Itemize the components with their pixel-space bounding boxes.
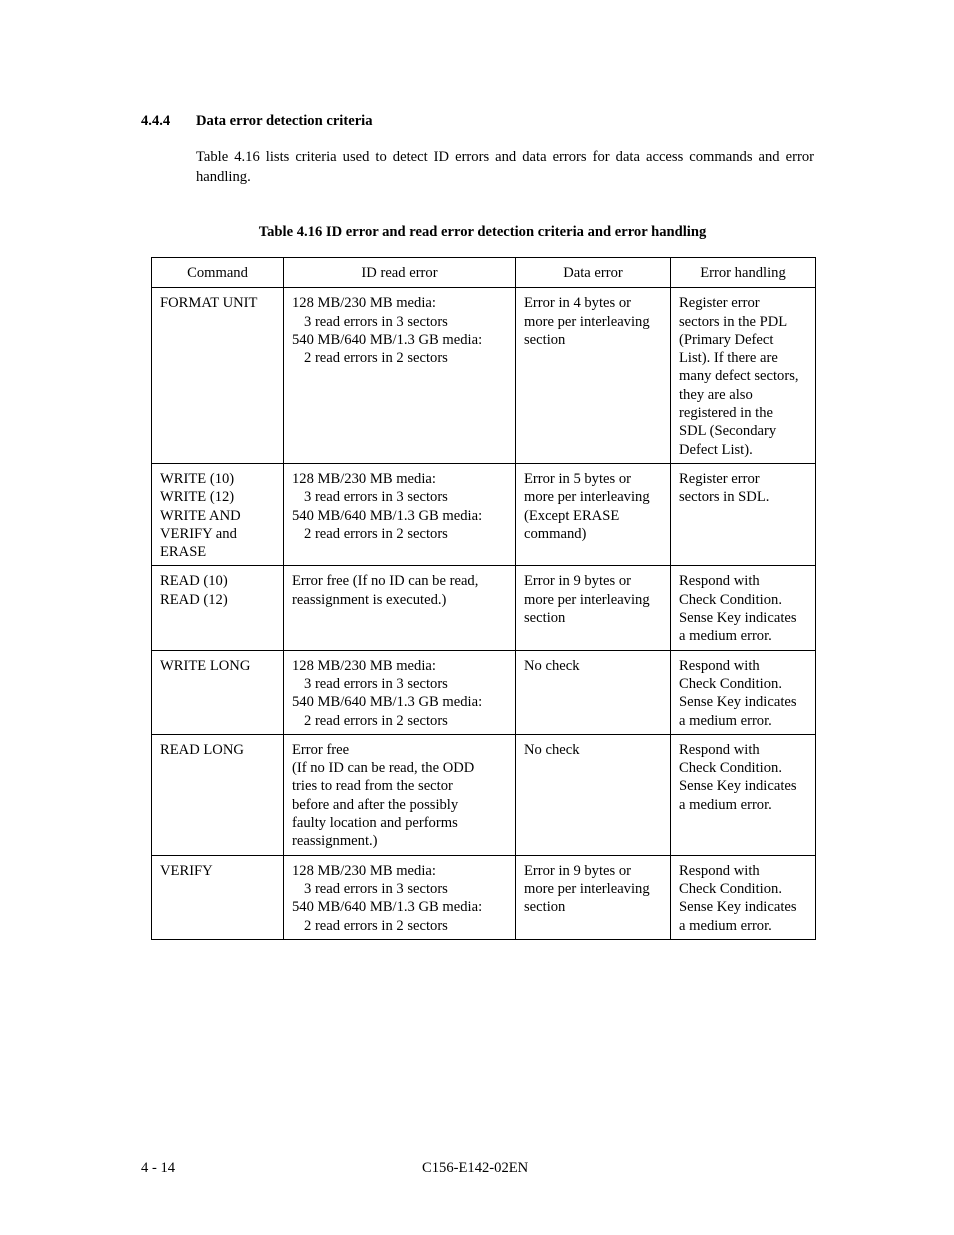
cell-line: Respond with: [679, 573, 760, 590]
section-title: Data error detection criteria: [196, 113, 373, 129]
cell-line: command): [524, 525, 587, 542]
cell-line: 128 MB/230 MB media:: [292, 470, 436, 487]
cell-error-handling: [671, 566, 816, 650]
cell-command: [152, 734, 284, 855]
cell-error-handling: [671, 463, 816, 565]
cell-line: 3 read errors in 3 sectors: [304, 880, 448, 897]
cell-line: Check Condition.: [679, 591, 782, 608]
cell-line: 2 read errors in 2 sectors: [304, 712, 448, 729]
cell-line: more per interleaving: [524, 489, 650, 506]
cell-command: [152, 566, 284, 650]
cell-command: [152, 463, 284, 565]
cell-data-error: [516, 566, 671, 650]
cell-line: Defect List).: [679, 441, 753, 458]
cell-line: Sense Key indicates: [679, 694, 797, 711]
cell-line: 540 MB/640 MB/1.3 GB media:: [292, 694, 483, 711]
cell-line: FORMAT UNIT: [160, 295, 258, 312]
cell-line: (Except ERASE: [524, 507, 620, 524]
cell-line: sectors in the PDL: [679, 313, 788, 330]
cell-line: READ LONG: [160, 741, 244, 758]
cell-line: No check: [524, 741, 580, 758]
document-id: C156-E142-02EN: [422, 1160, 529, 1176]
cell-line: Sense Key indicates: [679, 610, 797, 627]
cell-line: more per interleaving: [524, 880, 650, 897]
cell-id-read-error: [284, 566, 516, 650]
cell-line: a medium error.: [679, 917, 772, 934]
table-row: [152, 566, 816, 650]
cell-line: 3 read errors in 3 sectors: [304, 675, 448, 692]
cell-line: reassignment is executed.): [292, 591, 447, 608]
cell-line: ERASE: [160, 544, 207, 561]
cell-line: Check Condition.: [679, 675, 782, 692]
cell-id-read-error: [284, 288, 516, 464]
table-row: [152, 650, 816, 734]
cell-line: reassignment.): [292, 833, 378, 850]
cell-line: READ (10): [160, 573, 228, 590]
header-data-error: Data error: [516, 258, 671, 288]
cell-data-error: [516, 463, 671, 565]
section-number: 4.4.4: [141, 113, 171, 129]
cell-line: VERIFY: [160, 862, 213, 879]
cell-command: [152, 288, 284, 464]
intro-paragraph: [196, 148, 814, 187]
cell-line: 540 MB/640 MB/1.3 GB media:: [292, 507, 483, 524]
cell-line: WRITE (12): [160, 489, 235, 506]
table-row: [152, 463, 816, 565]
cell-line: more per interleaving: [524, 313, 650, 330]
cell-line: Error in 4 bytes or: [524, 295, 631, 312]
header-command: Command: [152, 258, 284, 288]
intro-line: error handling.: [196, 149, 814, 185]
cell-line: section: [524, 610, 566, 627]
cell-id-read-error: [284, 734, 516, 855]
cell-line: sectors in SDL.: [679, 489, 770, 506]
header-error-handling: Error handling: [671, 258, 816, 288]
section-heading: [141, 113, 373, 130]
cell-line: 2 read errors in 2 sectors: [304, 350, 448, 367]
cell-line: Sense Key indicates: [679, 899, 797, 916]
cell-line: 2 read errors in 2 sectors: [304, 917, 448, 934]
cell-line: many defect sectors,: [679, 368, 799, 385]
cell-line: List). If there are: [679, 350, 778, 367]
cell-line: (Primary Defect: [679, 331, 774, 348]
cell-line: 128 MB/230 MB media:: [292, 862, 436, 879]
intro-line: Table 4.16 lists criteria used to detect ID errors and data errors for data access commands and: [196, 149, 780, 165]
cell-line: Error free: [292, 741, 350, 758]
cell-line: Register error: [679, 470, 760, 487]
cell-line: 540 MB/640 MB/1.3 GB media:: [292, 331, 483, 348]
cell-line: Respond with: [679, 741, 760, 758]
cell-line: Check Condition.: [679, 760, 782, 777]
cell-line: Error in 9 bytes or: [524, 573, 631, 590]
cell-line: WRITE AND: [160, 507, 241, 524]
cell-error-handling: [671, 855, 816, 939]
cell-line: Check Condition.: [679, 880, 782, 897]
cell-id-read-error: [284, 463, 516, 565]
table-body: [152, 288, 816, 940]
cell-line: READ (12): [160, 591, 228, 608]
cell-line: 2 read errors in 2 sectors: [304, 525, 448, 542]
cell-line: Error in 9 bytes or: [524, 862, 631, 879]
page-number: 4 - 14: [141, 1160, 176, 1176]
table-header-row: [152, 258, 816, 288]
cell-line: before and after the possibly: [292, 796, 459, 813]
cell-line: WRITE LONG: [160, 657, 251, 674]
cell-line: Respond with: [679, 657, 760, 674]
cell-data-error: [516, 288, 671, 464]
cell-data-error: [516, 734, 671, 855]
cell-line: a medium error.: [679, 712, 772, 729]
cell-line: registered in the: [679, 405, 774, 422]
cell-command: [152, 650, 284, 734]
cell-error-handling: [671, 734, 816, 855]
cell-data-error: [516, 650, 671, 734]
cell-id-read-error: [284, 855, 516, 939]
cell-line: 3 read errors in 3 sectors: [304, 489, 448, 506]
cell-line: a medium error.: [679, 628, 772, 645]
cell-line: Respond with: [679, 862, 760, 879]
cell-line: 128 MB/230 MB media:: [292, 295, 436, 312]
cell-line: tries to read from the sector: [292, 778, 453, 795]
table-row: [152, 734, 816, 855]
cell-line: 128 MB/230 MB media:: [292, 657, 436, 674]
cell-line: WRITE (10): [160, 470, 235, 487]
cell-line: more per interleaving: [524, 591, 650, 608]
cell-line: Sense Key indicates: [679, 778, 797, 795]
cell-line: VERIFY and: [160, 525, 237, 542]
cell-error-handling: [671, 288, 816, 464]
cell-line: section: [524, 899, 566, 916]
cell-line: 3 read errors in 3 sectors: [304, 313, 448, 330]
cell-line: 540 MB/640 MB/1.3 GB media:: [292, 899, 483, 916]
cell-line: (If no ID can be read, the ODD: [292, 760, 475, 777]
cell-line: section: [524, 331, 566, 348]
cell-data-error: [516, 855, 671, 939]
cell-line: Error in 5 bytes or: [524, 470, 631, 487]
criteria-table: [151, 257, 816, 940]
table-caption: Table 4.16 ID error and read error detection criteria and error handling: [258, 224, 707, 240]
header-id-read-error: ID read error: [284, 258, 516, 288]
cell-id-read-error: [284, 650, 516, 734]
cell-command: [152, 855, 284, 939]
cell-line: Error free (If no ID can be read,: [292, 573, 479, 590]
cell-line: they are also: [679, 386, 753, 403]
cell-error-handling: [671, 650, 816, 734]
table-row: [152, 855, 816, 939]
cell-line: Register error: [679, 295, 760, 312]
table-row: [152, 288, 816, 464]
cell-line: faulty location and performs: [292, 815, 458, 832]
cell-line: No check: [524, 657, 580, 674]
cell-line: a medium error.: [679, 796, 772, 813]
cell-line: SDL (Secondary: [679, 423, 777, 440]
